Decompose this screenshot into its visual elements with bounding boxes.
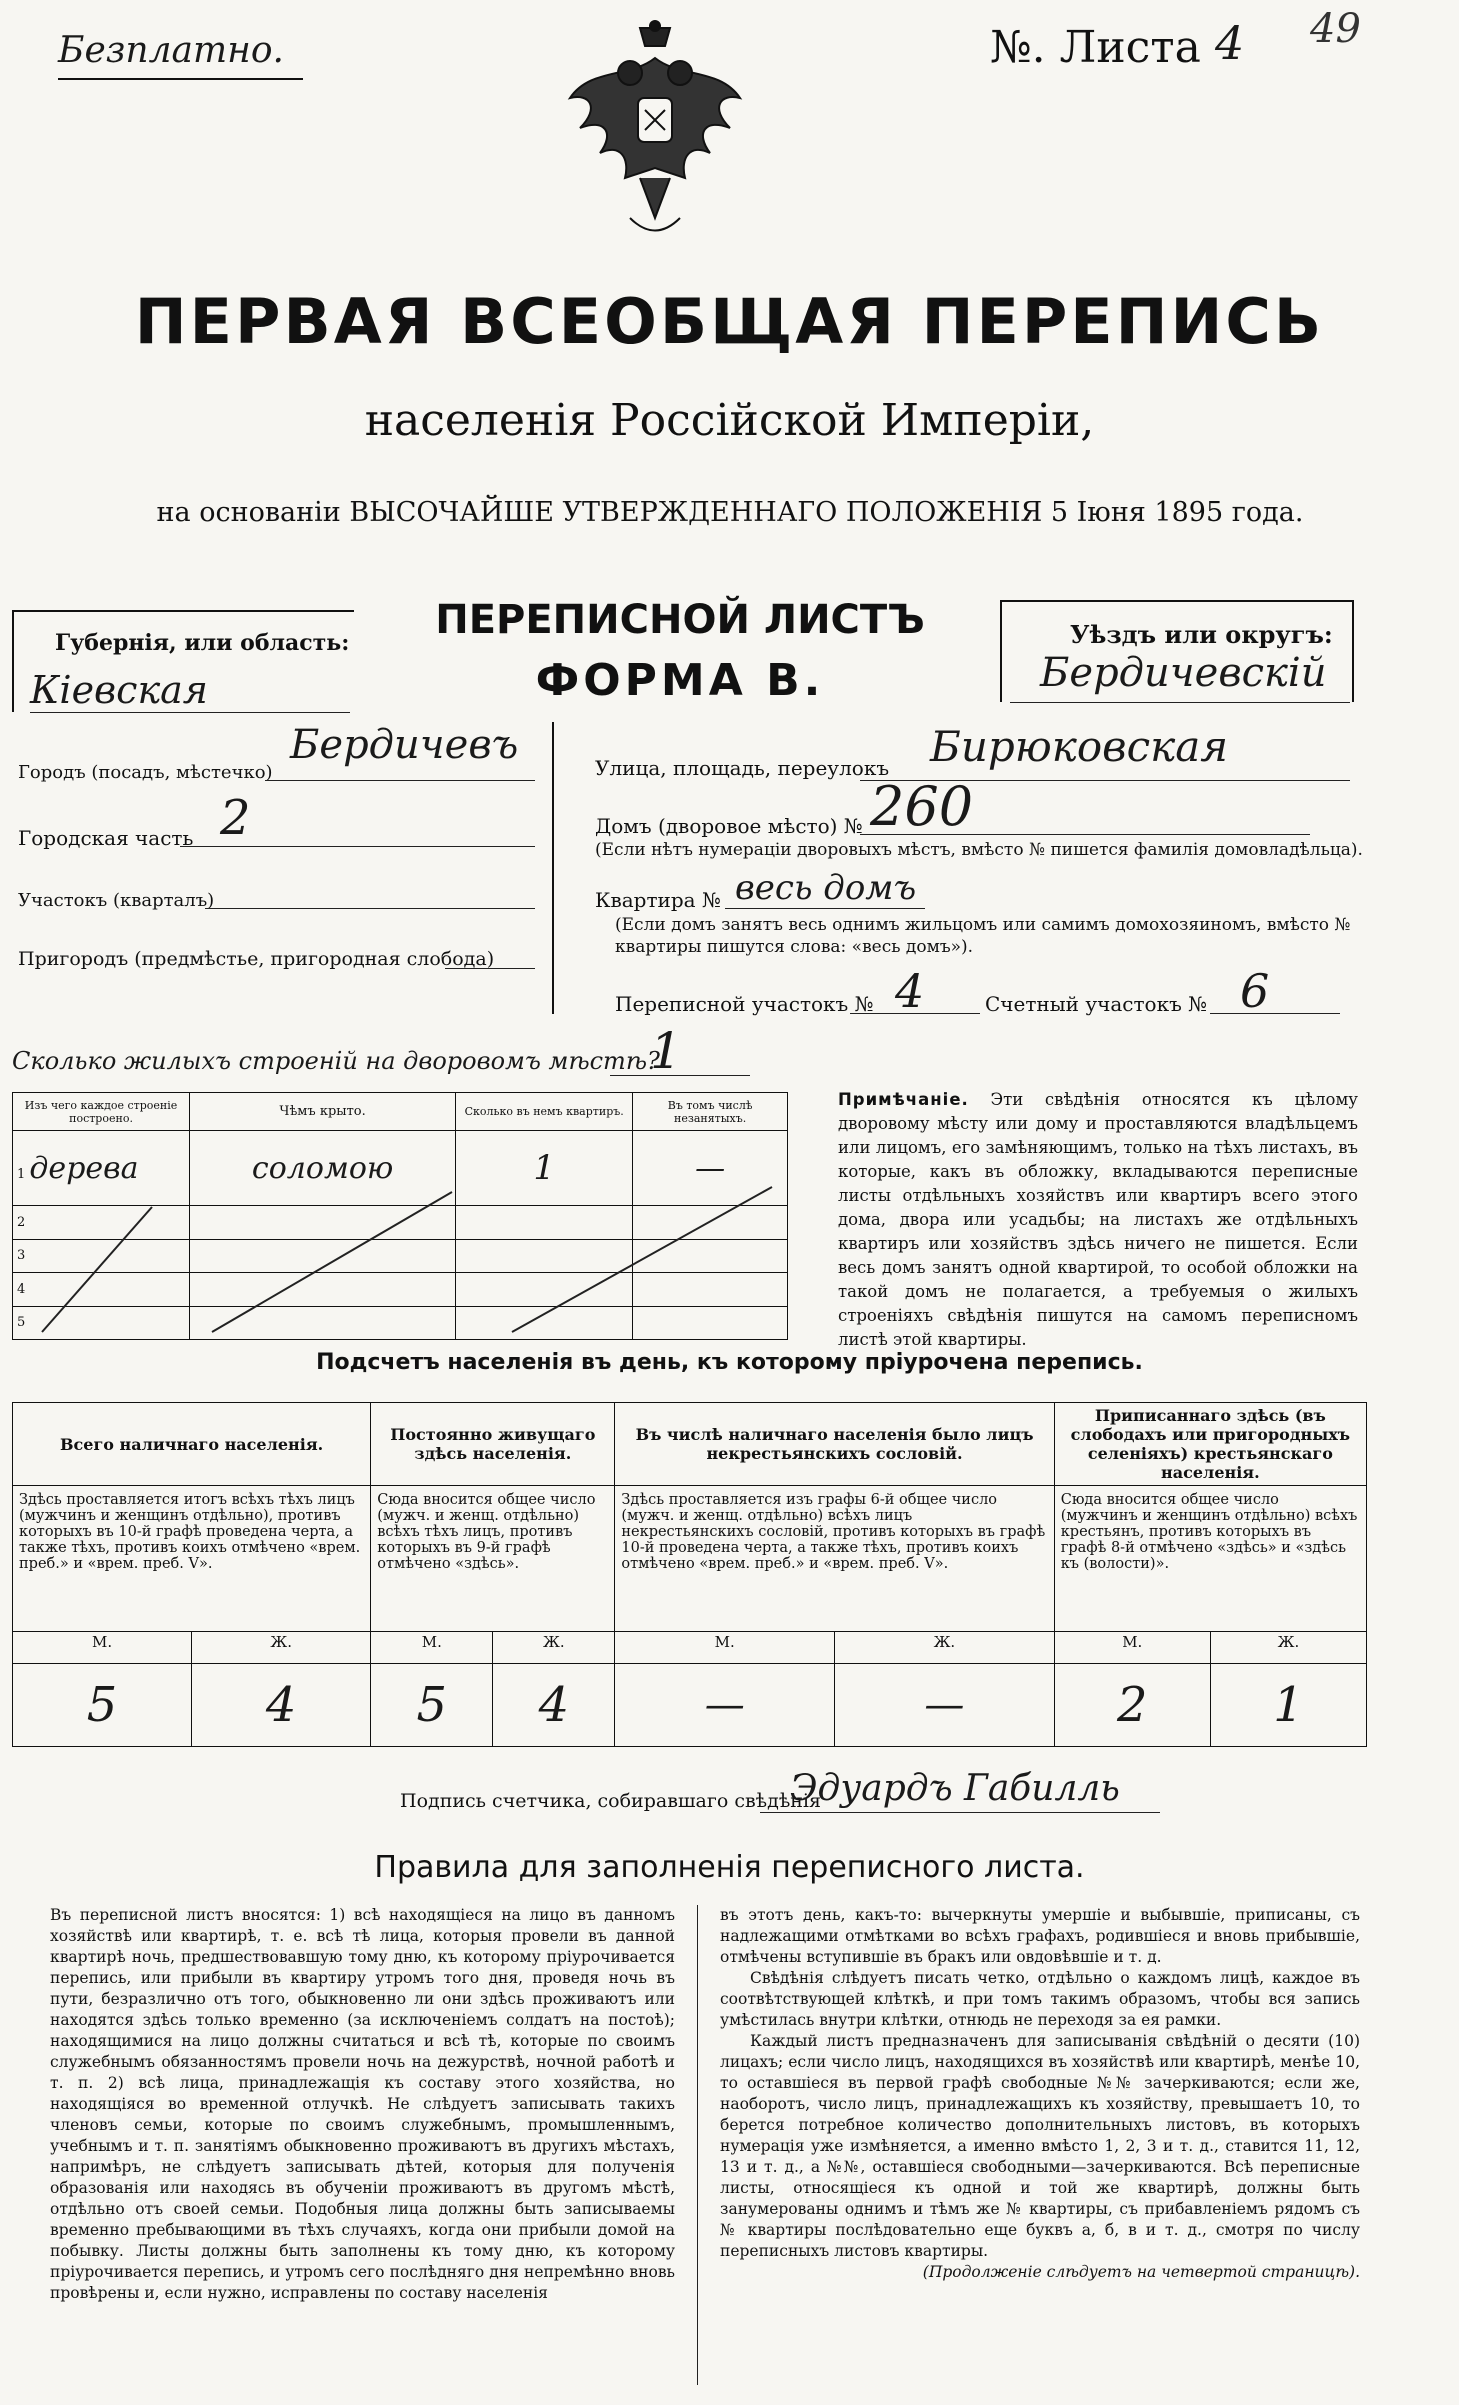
cross-out-strokes [12, 1092, 788, 1340]
apartment-line [725, 908, 925, 909]
row-number: 2 [13, 1206, 190, 1239]
row-number: 1 [17, 1166, 26, 1182]
sheet-title: ПЕРЕПИСНОЙ ЛИСТЪ [435, 597, 925, 643]
form-name: ФОРМА В. [535, 655, 825, 706]
city-part-value: 2 [220, 790, 251, 846]
buildings-answer-line [610, 1075, 750, 1076]
female-label: Ж. [835, 1632, 1055, 1663]
rules-right-para-2: Свѣдѣнія слѣдуетъ писать четко, отдѣльно о каждомъ лицѣ, каждое въ соотвѣтствующей клѣткѣ, и при томъ такимъ образомъ, чтобы вся запись умѣстилась внутри клѣтки, отнюдь не переходя за ея рамки. [720, 1969, 1360, 2029]
signature-value: Эдуардъ Габилль [790, 1768, 1120, 1809]
note-head: Примѣчаніе. [838, 1090, 969, 1109]
sheet-number-value: 4 [1215, 16, 1245, 70]
row-number: 4 [13, 1273, 190, 1306]
buildings-header-roof: Чѣмъ крыто. [190, 1093, 456, 1131]
divider [58, 78, 303, 80]
total-male-value: 5 [13, 1663, 192, 1746]
buildings-header-apartments: Сколько въ немъ квартиръ. [456, 1093, 633, 1131]
rules-right-column [720, 1905, 1360, 2283]
house-value: 260 [870, 775, 974, 838]
apartments-cell: 1 [456, 1131, 633, 1206]
apartment-label: Квартира № [595, 888, 721, 912]
col-nonpeasant-head: Въ числѣ наличнаго населенія было лицъ некрестьянскихъ сословій. [615, 1403, 1054, 1486]
district-label: Участокъ (кварталъ) [18, 890, 215, 911]
uezd-line [1010, 702, 1350, 703]
rules-title: Правила для заполненія переписного листа. [374, 1850, 1085, 1885]
subtitle: населенія Россійской Имперіи, [364, 395, 1095, 446]
continued-note: (Продолженіе слѣдуетъ на четвертой страницѣ). [922, 2263, 1360, 2281]
city-part-line [180, 846, 535, 847]
buildings-answer: 1 [650, 1022, 682, 1080]
gubernia-label: Губернія, или область: [55, 630, 350, 656]
gubernia-line [30, 712, 350, 713]
col-permanent-desc: Сюда вносится общее число (мужч. и женщ. отдѣльно) всѣхъ тѣхъ лицъ, противъ которыхъ въ 9-й графѣ отмѣчено «здѣсь». [371, 1486, 615, 1632]
census-area-label: Переписной участокъ № [615, 992, 874, 1016]
buildings-question: Сколько жилыхъ строеній на дворовомъ мѣстѣ? [12, 1047, 660, 1075]
col-peasant-desc: Сюда вносится общее число (мужчинъ и женщинъ отдѣльно) всѣхъ крестьянъ, противъ которыхъ въ графѣ 8-й отмѣчено «здѣсь» и «здѣсь къ (волости)». [1054, 1486, 1366, 1632]
signature-line [760, 1812, 1160, 1813]
nonpeasant-male-value: — [615, 1663, 835, 1746]
house-label: Домъ (дворовое мѣсто) № [595, 814, 863, 838]
note-text: Эти свѣдѣнія относятся къ цѣлому дворовому мѣсту или дому и проставляются владѣльцемъ или лицомъ, его замѣняющимъ, только на тѣхъ листахъ, въ которые, какъ въ обложку, вкладываются переписные листы отдѣльныхъ хозяйствъ или квартиръ всего этого дома, двора или усадьбы; на листахъ же отдѣльныхъ квартиръ или хозяйствъ здѣсь ничего не пишется. Если весь домъ занятъ одной квартирой, то особой обложки на такой домъ не полагается, а требуемыя о жилыхъ строеніяхъ свѣдѣнія пишутся на самомъ переписномъ листѣ этой квартиры. [838, 1090, 1358, 1349]
empty-cell: — [633, 1131, 788, 1206]
gubernia-value: Кіевская [30, 668, 208, 712]
col-peasant-head: Приписаннаго здѣсь (въ слободахъ или пригородныхъ селеніяхъ) крестьянскаго населенія. [1054, 1403, 1366, 1486]
buildings-note [838, 1088, 1358, 1352]
city-part-label: Городская часть [18, 826, 194, 850]
rules-right-para-3: Каждый листъ предназначенъ для записыванія свѣдѣній о десяти (10) лицахъ; если число лицъ, находящихся въ хозяйствѣ или квартирѣ, менѣе 10, то оставшіеся въ первой графѣ свободные №№ зачеркиваются; если же, наоборотъ, число лицъ, принадлежащихъ къ хозяйству, превышаетъ 10, то берется потребное количество дополнительныхъ листовъ, въ которыхъ нумерація уже измѣняется, а именно вмѣсто 1, 2, 3 и т. д., ставится 11, 12, 13 и т. д., а №№, оставшіеся свободными—зачеркиваются. Всѣ переписные листы, относящіеся къ одной и той же квартирѣ, должны быть занумерованы однимъ и тѣмъ же № квартиры, съ прибавленіемъ рядомъ съ № квартиры послѣдовательно еще буквъ а, б, в и т. д., смотря по числу переписныхъ листовъ квартиры. [720, 2032, 1360, 2260]
corner-number: 49 [1310, 6, 1361, 52]
district-line [205, 908, 535, 909]
male-label: М. [1054, 1632, 1210, 1663]
permanent-male-value: 5 [371, 1663, 493, 1746]
imperial-eagle-emblem [560, 18, 750, 258]
signature-label: Подпись счетчика, собиравшаго свѣдѣнія [400, 1790, 821, 1812]
col-total-desc: Здѣсь проставляется итогъ всѣхъ тѣхъ лицъ (мужчинъ и женщинъ отдѣльно), противъ которыхъ въ 10-й графѣ проведена черта, а также тѣхъ, противъ коихъ отмѣчено «врем. преб.» и «врем. преб. V». [13, 1486, 371, 1632]
male-label: М. [371, 1632, 493, 1663]
peasant-female-value: 1 [1210, 1663, 1366, 1746]
count-area-line [1210, 1013, 1340, 1014]
material-cell: дерева [29, 1150, 139, 1186]
city-value: Бердичевъ [290, 722, 519, 768]
buildings-header-empty: Въ томъ числѣ незанятыхъ. [633, 1093, 788, 1131]
census-area-value: 4 [895, 964, 925, 1018]
column-divider [697, 1905, 698, 2385]
main-title: ПЕРВАЯ ВСЕОБЩАЯ ПЕРЕПИСЬ [134, 285, 1325, 358]
suburb-line [445, 968, 535, 969]
street-value: Бирюковская [930, 722, 1229, 771]
col-total-head: Всего наличнаго населенія. [13, 1403, 371, 1486]
street-label: Улица, площадь, переулокъ [595, 756, 890, 780]
apartment-value: весь домъ [735, 868, 917, 908]
rules-left-column: Въ переписной листъ вносятся: 1) всѣ находящіеся на лицо въ данномъ хозяйствѣ или квартирѣ, т. е. всѣ тѣ лица, которыя провели въ данной квартирѣ ночь, предшествовавшую тому дню, къ которому пріурочивается перепись, или прибыли въ квартиру утромъ того дня, проведя ночь въ пути, безразлично отъ того, обыкновенно ли они здѣсь проживаютъ или находятся здѣсь только временно (за исключеніемъ солдатъ на постоѣ); находящимися на лицо должны считаться и всѣ тѣ, которые по своимъ служебнымъ обязанностямъ провели ночь на дежурствѣ, ночной работѣ и т. п. 2) всѣ лица, принадлежащія къ составу этого хозяйства, но находящіяся во временной отлучкѣ. Не слѣдуетъ записывать такихъ членовъ семьи, которые по своимъ служебнымъ, промышленнымъ, учебнымъ и т. п. занятіямъ обыкновенно проживаютъ въ другихъ мѣстахъ, напримѣръ, не слѣдуетъ записывать дѣтей, которыя для полученія образованія или находясь въ обученіи проживаютъ въ другомъ мѣстѣ, отдѣльно отъ своей семьи. Подобныя лица должны быть записываемы временно пребывающими въ тѣхъ случаяхъ, когда они прибыли домой на побывку. Листы должны быть заполнены къ тому дню, къ которому пріурочивается перепись, и утромъ сего послѣдняго дня непремѣнно вновь провѣрены и, если нужно, исправлены по составу населенія [50, 1906, 675, 2302]
col-permanent-head: Постоянно живущаго здѣсь населенія. [371, 1403, 615, 1486]
city-line [265, 780, 535, 781]
row-number: 3 [13, 1239, 190, 1272]
legal-basis-line: на основаніи ВЫСОЧАЙШЕ УТВЕРЖДЕННАГО ПОЛОЖЕНІЯ 5 Іюня 1895 года. [156, 497, 1304, 528]
col-nonpeasant-desc: Здѣсь проставляется изъ графы 6-й общее число (мужч. и женщ. отдѣльно) всѣхъ лицъ некрестьянскихъ сословій, противъ которыхъ въ графѣ 10-й проведена черта, а также тѣхъ, противъ коихъ отмѣчено «врем. преб.» и «врем. преб. V». [615, 1486, 1054, 1632]
rules-right-para-1: въ этотъ день, какъ-то: вычеркнуты умершіе и выбывшіе, приписаны, съ надлежащими отмѣтками во всѣхъ графахъ, родившіеся и вновь прибывшіе, отмѣчены вступившіе въ бракъ или овдовѣвшіе и т. д. [720, 1906, 1360, 1966]
nonpeasant-female-value: — [835, 1663, 1055, 1746]
city-label: Городъ (посадъ, мѣстечко) [18, 762, 273, 783]
total-female-value: 4 [192, 1663, 371, 1746]
permanent-female-value: 4 [493, 1663, 615, 1746]
free-label: Безплатно. [58, 30, 284, 71]
peasant-male-value: 2 [1054, 1663, 1210, 1746]
population-table [12, 1402, 1367, 1747]
row-number: 5 [13, 1306, 190, 1339]
female-label: Ж. [493, 1632, 615, 1663]
sheet-number-label: №. Листа [990, 22, 1201, 73]
female-label: Ж. [192, 1632, 371, 1663]
buildings-header-material: Изъ чего каждое строеніе построено. [13, 1093, 190, 1131]
house-line [860, 834, 1310, 835]
roof-cell: соломою [190, 1131, 456, 1206]
house-note: (Если нѣтъ нумераціи дворовыхъ мѣстъ, вмѣсто № пишется фамилія домовладѣльца). [595, 840, 1363, 860]
apartment-note: (Если домъ занятъ весь однимъ жильцомъ или самимъ домохозяиномъ, вмѣсто № квартиры пишутся слова: «весь домъ»). [615, 915, 1351, 957]
uezd-value: Бердичевскій [1040, 650, 1327, 696]
census-area-line [850, 1013, 980, 1014]
population-title: Подсчетъ населенія въ день, къ которому пріурочена перепись. [316, 1350, 1143, 1375]
uezd-label: Уѣздъ или округъ: [1070, 620, 1333, 649]
count-area-label: Счетный участокъ № [985, 992, 1208, 1016]
male-label: М. [13, 1632, 192, 1663]
male-label: М. [615, 1632, 835, 1663]
female-label: Ж. [1210, 1632, 1366, 1663]
count-area-value: 6 [1240, 964, 1270, 1018]
suburb-label: Пригородъ (предмѣстье, пригородная слобода) [18, 948, 495, 970]
